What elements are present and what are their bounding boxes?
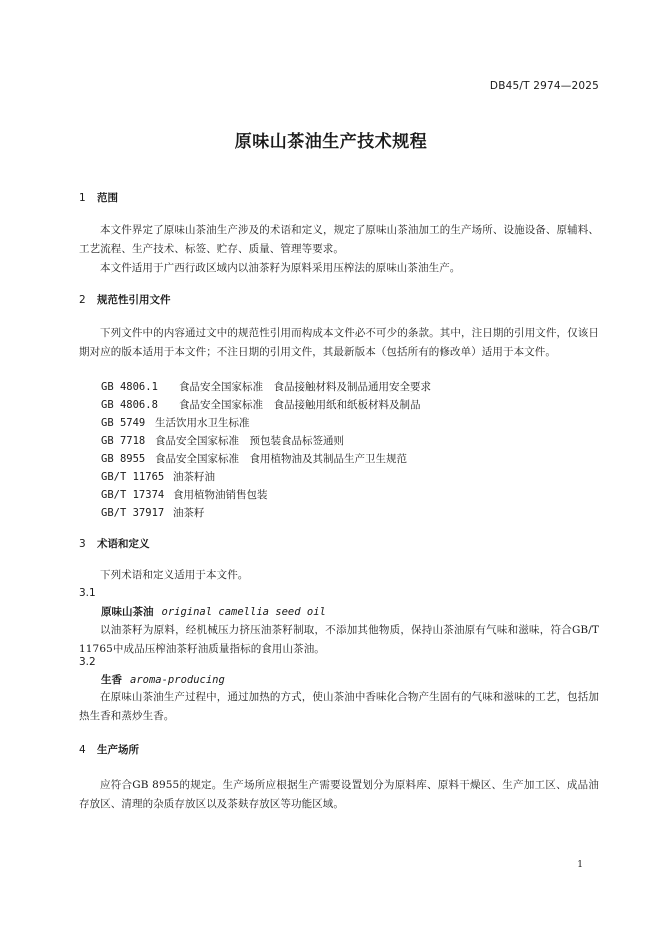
reference-item xyxy=(101,378,431,396)
reference-item xyxy=(101,468,215,486)
section-heading-production-site xyxy=(79,742,139,757)
section-number: 2 xyxy=(79,294,86,306)
reference-code: GB 7718 xyxy=(101,435,146,447)
reference-code: GB 4806.8 xyxy=(101,399,158,411)
section-number: 1 xyxy=(79,192,86,204)
reference-code: GB/T 37917 xyxy=(101,507,165,519)
reference-name: 食品安全国家标准 食品接触用纸和纸板材料及制品 xyxy=(179,399,421,411)
term-entry xyxy=(101,672,225,687)
reference-item xyxy=(101,504,205,522)
section-heading-scope xyxy=(79,190,118,205)
term-definition: 在原味山茶油生产过程中，通过加热的方式，使山茶油中香味化合物产生固有的气味和滋味的工艺，包括加热生香和蒸炒生香。 xyxy=(79,691,599,722)
section-number: 4 xyxy=(79,744,86,756)
production-site-paragraph: 应符合GB 8955的规定。生产场所应根据生产需要设置划分为原料库、原料干燥区、生产加工区、成品油存放区、清理的杂质存放区以及茶麸存放区等功能区域。 xyxy=(79,779,599,810)
page-number: 1 xyxy=(577,860,583,870)
reference-name: 生活饮用水卫生标准 xyxy=(155,417,250,429)
term-entry xyxy=(101,604,326,619)
reference-item xyxy=(101,414,250,432)
standard-id: DB45/T 2974—2025 xyxy=(489,80,599,92)
section-title: 生产场所 xyxy=(97,744,139,756)
references-intro-paragraph: 下列文件中的内容通过文中的规范性引用而构成本文件必不可少的条款。其中，注日期的引用文件，仅该日期对应的版本适用于本文件；不注日期的引用文件，其最新版本（包括所有的修改单）适用于本文件。 xyxy=(79,327,599,358)
scope-paragraph-2: 本文件适用于广西行政区域内以油茶籽为原料采用压榨法的原味山茶油生产。 xyxy=(100,262,461,274)
term-definition: 以油茶籽为原料，经机械压力挤压油茶籽制取，不添加其他物质，保持山茶油原有气味和滋味，符合GB/T 11765中成品压榨油茶籽油质量指标的食用山茶油。 xyxy=(79,624,599,655)
term-english: original camellia seed oil xyxy=(161,606,326,618)
document-title: 原味山茶油生产技术规程 xyxy=(234,132,428,152)
reference-item xyxy=(101,432,344,450)
term-english: aroma-producing xyxy=(130,674,225,686)
reference-code: GB/T 17374 xyxy=(101,489,165,501)
term-number: 3.1 xyxy=(79,587,96,599)
section-title: 范围 xyxy=(97,192,118,204)
section-number: 3 xyxy=(79,538,86,550)
reference-name: 食品安全国家标准 食用植物油及其制品生产卫生规范 xyxy=(155,453,407,465)
term-chinese: 生香 xyxy=(101,674,122,686)
reference-item xyxy=(101,486,268,504)
terms-intro-paragraph: 下列术语和定义适用于本文件。 xyxy=(100,569,249,581)
section-heading-terms xyxy=(79,536,150,551)
section-title: 术语和定义 xyxy=(97,538,150,550)
reference-name: 油茶籽 xyxy=(173,507,205,519)
section-title: 规范性引用文件 xyxy=(97,294,171,306)
term-chinese: 原味山茶油 xyxy=(101,606,154,618)
section-heading-normative-references xyxy=(79,292,171,307)
reference-code: GB 8955 xyxy=(101,453,146,465)
reference-code: GB/T 11765 xyxy=(101,471,165,483)
term-number: 3.2 xyxy=(79,656,96,668)
reference-name: 油茶籽油 xyxy=(173,471,215,483)
reference-item xyxy=(101,396,421,414)
reference-name: 食品安全国家标准 食品接触材料及制品通用安全要求 xyxy=(179,381,431,393)
scope-paragraph-1: 本文件界定了原味山茶油生产涉及的术语和定义，规定了原味山茶油加工的生产场所、设施设备、原辅料、工艺流程、生产技术、标签、贮存、质量、管理等要求。 xyxy=(79,224,599,255)
reference-code: GB 5749 xyxy=(101,417,146,429)
reference-item xyxy=(101,450,407,468)
reference-code: GB 4806.1 xyxy=(101,381,158,393)
reference-name: 食品安全国家标准 预包装食品标签通则 xyxy=(155,435,344,447)
reference-name: 食用植物油销售包装 xyxy=(173,489,268,501)
